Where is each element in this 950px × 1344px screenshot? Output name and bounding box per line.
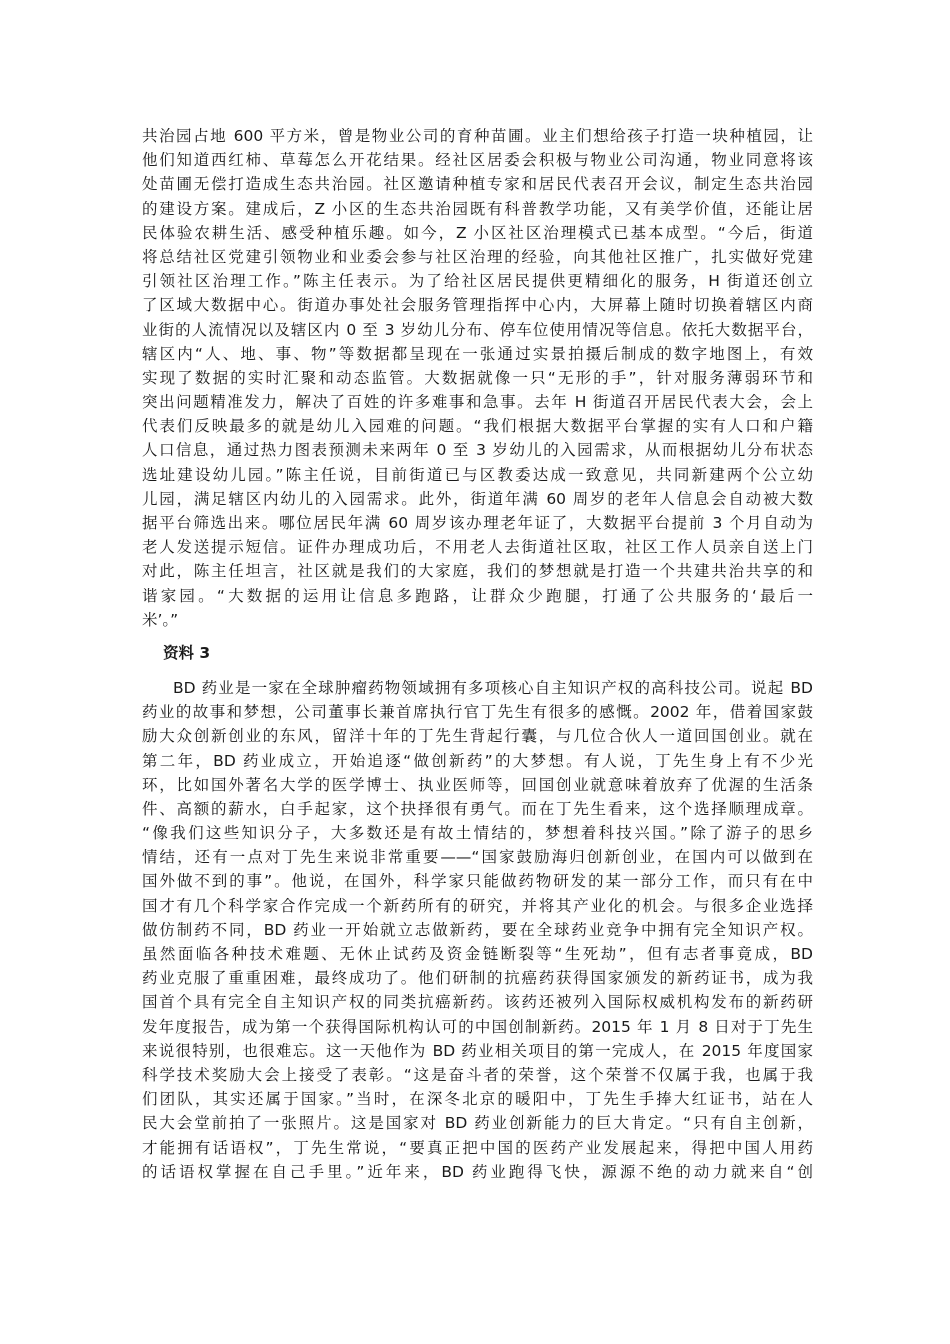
text-line: 科学技术奖励大会上接受了表彰。“这是奋斗者的荣誉，这个荣誉不仅属于我，也属于我 <box>142 1065 813 1084</box>
text-line: 国首个具有完全自主知识产权的同类抗癌新药。该药还被列入国际权威机构发布的新药研 <box>142 993 813 1012</box>
text-line: 处苗圃无偿打造成生态共治园。社区邀请种植专家和居民代表召开会议，制定生态共治园 <box>142 175 813 194</box>
text-line: 代表们反映最多的就是幼儿入园难的问题。“我们根据大数据平台掌握的实有人口和户籍 <box>142 417 813 436</box>
text-line: 做仿制药不同，BD 药业一开始就立志做新药，要在全球药业竞争中拥有完全知识产权。 <box>142 920 813 939</box>
text-line: 实现了数据的实时汇聚和动态监管。大数据就像一只“无形的手”，针对服务薄弱环节和 <box>142 368 813 387</box>
text-line: 民大会堂前拍了一张照片。这是国家对 BD 药业创新能力的巨大肯定。“只有自主创新， <box>142 1114 813 1133</box>
text-line: 件、高额的薪水，白手起家，这个抉择很有勇气。而在丁先生看来，这个选择顺理成章。 <box>142 799 813 818</box>
text-line: “像我们这些知识分子，大多数还是有故土情结的，梦想着科技兴国。”除了游子的思乡 <box>142 824 813 843</box>
text-line: 们团队，其实还属于国家。”当时，在深冬北京的暖阳中，丁先生手捧大红证书，站在人 <box>142 1090 813 1109</box>
text-line: 业街的人流情况以及辖区内 0 至 3 岁幼儿分布、停车位使用情况等信息。依托大数据平台， <box>142 320 813 339</box>
text-line: 第二年，BD 药业成立，开始追逐“做创新药”的大梦想。有人说，丁先生身上有不少光 <box>142 751 813 770</box>
section-1-paragraph <box>142 124 813 632</box>
text-line: 将总结社区党建引领物业和业委会参与社区治理的经验，向其他社区推广，扎实做好党建 <box>142 247 813 266</box>
text-line: 发年度报告，成为第一个获得国际机构认可的中国创制新药。2015 年 1 月 8 日对于丁先生 <box>142 1017 813 1036</box>
text-line: 才能拥有话语权”，丁先生常说，“要真正把中国的医药产业发展起来，得把中国人用药 <box>142 1138 813 1157</box>
text-line: 环，比如国外著名大学的医学博士、执业医师等，回国创业就意味着放弃了优渥的生活条 <box>142 775 813 794</box>
text-line: 药业克服了重重困难，最终成功了。他们研制的抗癌药获得国家颁发的新药证书，成为我 <box>142 969 813 988</box>
text-line: 励大众创新创业的东风，留洋十年的丁先生背起行囊，与几位合伙人一道回国创业。就在 <box>142 727 813 746</box>
text-line: 人口信息，通过热力图表预测未来两年 0 至 3 岁幼儿的入园需求，从而根据幼儿分布状态 <box>142 441 813 460</box>
text-line: 共治园占地 600 平方米，曾是物业公司的育种苗圃。业主们想给孩子打造一块种植园，让 <box>142 127 813 145</box>
text-line: 谐家园。“大数据的运用让信息多跑路，让群众少跑腿，打通了公共服务的‘最后一 <box>142 586 813 605</box>
text-line: BD 药业是一家在全球肿瘤药物领域拥有多项核心自主知识产权的高科技公司。说起 BD <box>173 678 813 697</box>
text-line: 来说很特别，也很难忘。这一天他作为 BD 药业相关项目的第一完成人，在 2015 年度国家 <box>142 1041 813 1060</box>
text-line: 据平台筛选出来。哪位居民年满 60 周岁该办理老年证了，大数据平台提前 3 个月自动为 <box>142 514 813 532</box>
text-line: 虽然面临各种技术难题、无休止试药及资金链断裂等“生死劫”，但有志者事竟成，BD <box>142 945 813 963</box>
text-line: 米’。” <box>142 610 179 629</box>
text-line: 了区域大数据中心。街道办事处社会服务管理指挥中心内，大屏幕上随时切换着辖区内商 <box>142 296 813 315</box>
text-line: 他们知道西红柿、草莓怎么开花结果。经社区居委会积极与物业公司沟通，物业同意将该 <box>142 151 813 170</box>
text-line: 药业的故事和梦想，公司董事长兼首席执行官丁先生有很多的感慨。2002 年，借着国家鼓 <box>142 703 813 722</box>
text-line: 民体验农耕生活、感受种植乐趣。如今，Z 小区社区治理模式已基本成型。“今后，街道 <box>142 223 813 242</box>
text-line: 儿园，满足辖区内幼儿的入园需求。此外，街道年满 60 周岁的老年人信息会自动被大数 <box>142 489 813 508</box>
text-line: 突出问题精准发力，解决了百姓的许多难事和急事。去年 H 街道召开居民代表大会，会上 <box>142 393 813 412</box>
text-line: 国外做不到的事”。他说，在国外，科学家只能做药物研发的某一部分工作，而只有在中 <box>142 872 813 891</box>
text-line: 选址建设幼儿园。”陈主任说，目前街道已与区教委达成一致意见，共同新建两个公立幼 <box>142 465 813 484</box>
text-line: 的建设方案。建成后，Z 小区的生态共治园既有科普教学功能，又有美学价值，还能让居 <box>142 199 813 218</box>
text-line: 引领社区治理工作。”陈主任表示。为了给社区居民提供更精细化的服务，H 街道还创立 <box>142 272 813 291</box>
text-line: 辖区内“人、地、事、物”等数据都呈现在一张通过实景拍摄后制成的数字地图上，有效 <box>142 344 813 363</box>
text-line: 老人发送提示短信。证件办理成功后，不用老人去街道社区取，社区工作人员亲自送上门 <box>142 538 813 557</box>
document-page <box>142 124 813 1184</box>
section-3-paragraph <box>142 676 813 1184</box>
section-heading: 资料 3 <box>163 643 211 662</box>
text-line: 情结，还有一点对丁先生来说非常重要——“国家鼓励海归创新创业，在国内可以做到在 <box>142 848 813 867</box>
text-line: 对此，陈主任坦言，社区就是我们的大家庭，我们的梦想就是打造一个共建共治共享的和 <box>142 562 813 581</box>
text-line: 的话语权掌握在自己手里。”近年来，BD 药业跑得飞快，源源不绝的动力就来自“创 <box>142 1162 813 1181</box>
text-line: 国才有几个科学家合作完成一个新药所有的研究，并将其产业化的机会。与很多企业选择 <box>142 896 813 915</box>
